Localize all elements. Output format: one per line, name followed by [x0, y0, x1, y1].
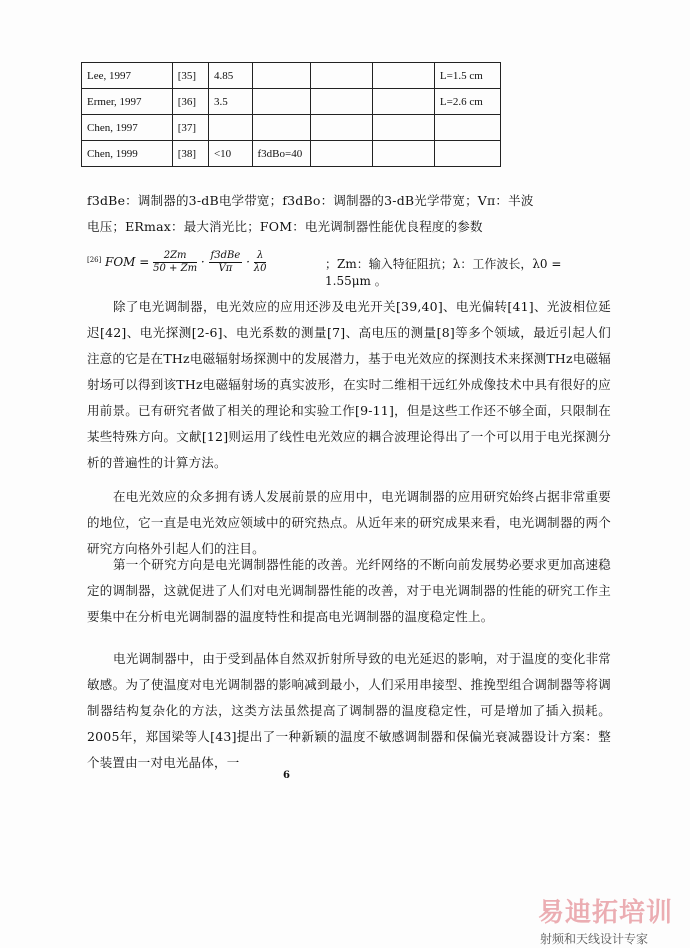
table-cell: 4.85 — [208, 63, 252, 89]
table-cell — [252, 63, 310, 89]
table-cell — [310, 89, 372, 115]
formula-equation — [105, 250, 266, 275]
fom-formula — [87, 246, 611, 288]
page-number: 6 — [283, 770, 290, 781]
table-row — [82, 141, 501, 167]
fraction — [254, 250, 267, 275]
table-cell — [434, 115, 500, 141]
table-cell: [35] — [172, 63, 208, 89]
table-cell — [372, 89, 434, 115]
fraction — [209, 250, 243, 275]
watermark-logo — [530, 890, 690, 948]
table-cell — [208, 115, 252, 141]
table-cell: Lee, 1997 — [82, 63, 173, 89]
table-row — [82, 115, 501, 141]
table-cell: 3.5 — [208, 89, 252, 115]
paragraph: 在电光效应的众多拥有诱人发展前景的应用中，电光调制器的应用研究始终占据非常重要的地位，它一直是电光效应领域中的研究热点。从近年来的研究成果来看，电光调制器的两个研究方向格外引起人们的注目。 — [87, 489, 611, 556]
table-cell — [310, 63, 372, 89]
paragraph: 除了电光调制器，电光效应的应用还涉及电光开关[39,40]、电光偏转[41]、光波相位延迟[42]、电光探测[2-6]、电光系数的测量[7]、高电压的测量[8]等多个领域，最近引起人们注意的它是在THz电磁辐射场探测中的发展潜力，基于电光效应的探测技术来探测THz电磁辐射场可以得到该THz电磁辐射场的真实波形，在实时二维相干远红外成像技术中具有很好的应用前景。已有研究者做了相关的理论和实验工作[9-11]，但是这些工作还不够全面，只限制在某些特殊方向。文献[12]则运用了线性电光效应的耦合波理论得出了一个可以用于电光探测分析的普遍性的计算方法。 — [87, 299, 611, 470]
parameter-definitions — [87, 188, 611, 240]
formula-description: ；Zm：输入特征阻抗；λ：工作波长，λ0 = 1.55μm 。 — [325, 257, 562, 288]
table-cell: f3dBo=40 — [252, 141, 310, 167]
watermark-tagline: 射频和天线设计专家 — [540, 932, 649, 946]
table-cell — [372, 115, 434, 141]
table-cell — [252, 115, 310, 141]
table-cell — [310, 115, 372, 141]
table-cell: Chen, 1999 — [82, 141, 173, 167]
paragraph: 第一个研究方向是电光调制器性能的改善。光纤网络的不断向前发展势必要求更加高速稳定的调制器，这就促进了人们对电光调制器性能的改善，对于电光调制器的性能的研究工作主要集中在分析电光调制器的温度特性和提高电光调制器的温度稳定性上。 — [87, 557, 611, 624]
fraction-numerator: 2Zm — [153, 250, 197, 263]
fraction-numerator: λ — [254, 250, 267, 263]
formula-lhs: FOM = — [105, 255, 150, 269]
table-cell: [38] — [172, 141, 208, 167]
reference-table — [81, 62, 501, 167]
fraction-denominator: λ0 — [253, 263, 267, 274]
formula-citation: [26] — [87, 256, 102, 264]
table-cell — [310, 141, 372, 167]
watermark-brand: 易迪拓培训 — [538, 898, 674, 928]
dot-operator: · — [246, 255, 250, 269]
table-cell: Ermer, 1997 — [82, 89, 173, 115]
table-cell: L=1.5 cm — [434, 63, 500, 89]
table-cell — [252, 89, 310, 115]
table-cell: Chen, 1997 — [82, 115, 173, 141]
table-cell — [372, 63, 434, 89]
definition-line: f3dBe：调制器的3-dB电学带宽；f3dBo：调制器的3-dB光学带宽；Vπ：半波 — [87, 193, 534, 208]
table-cell — [372, 141, 434, 167]
table-cell: [36] — [172, 89, 208, 115]
fraction-numerator: f3dBe — [210, 250, 241, 261]
dot-operator: · — [200, 255, 205, 269]
table-cell: L=2.6 cm — [434, 89, 500, 115]
definition-line: 电压；ERmax：最大消光比；FOM：电光调制器性能优良程度的参数 — [87, 219, 483, 234]
paragraph: 电光调制器中，由于受到晶体自然双折射所导致的电光延迟的影响，对于温度的变化非常敏感。为了使温度对电光调制器的影响减到最小，人们采用串接型、推挽型组合调制器等将调制器结构复杂化的方法，这类方法虽然提高了调制器的温度稳定性，可是增加了插入损耗。2005年，郑国梁等人[43]提出了一种新颖的温度不敏感调制器和保偏光衰减器设计方案：整个装置由一对电光晶体，一 — [87, 651, 611, 770]
fraction — [153, 250, 197, 275]
table-cell — [434, 141, 500, 167]
table-cell: [37] — [172, 115, 208, 141]
fraction-denominator: Vπ — [218, 263, 233, 274]
table-row — [82, 89, 501, 115]
fraction-denominator: 50 + Zm — [153, 263, 198, 274]
table-cell: <10 — [208, 141, 252, 167]
table-row — [82, 63, 501, 89]
